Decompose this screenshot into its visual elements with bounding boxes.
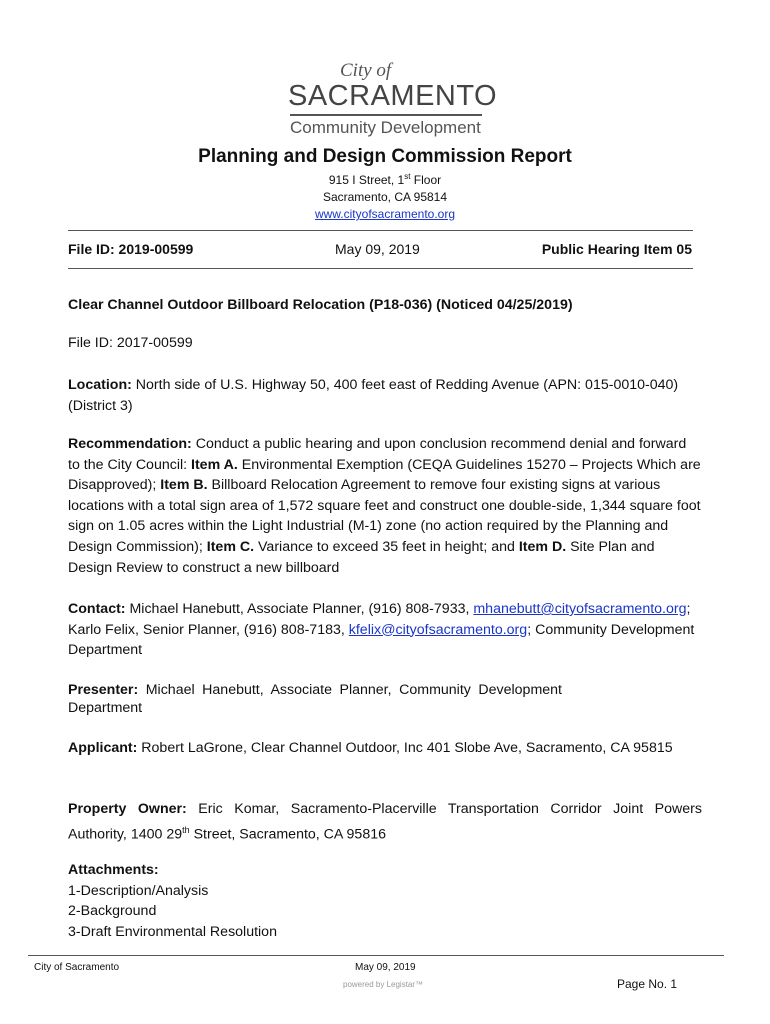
attachment-item[interactable]: 2-Background — [68, 903, 157, 920]
applicant-paragraph: Applicant: Robert LaGrone, Clear Channel Outdoor, Inc 401 Slobe Ave, Sacramento, CA 95815 — [68, 740, 673, 756]
contact-label: Contact: — [68, 601, 126, 617]
header-date: May 09, 2019 — [335, 241, 420, 257]
property-owner-label: Property Owner: — [68, 801, 187, 817]
header-file-id: File ID: 2019-00599 — [68, 241, 194, 257]
footer-date: May 09, 2019 — [355, 962, 416, 973]
contact-paragraph: Contact: Michael Hanebutt, Associate Planner, (916) 808-7933, mhanebutt@cityofsacramento.org; Karlo Felix, Senior Planner, (916) 808-7183, kfelix@cityofsacramento.org; Community Development Department — [68, 601, 695, 659]
recommendation-paragraph: Recommendation: Conduct a public hearing and upon conclusion recommend denial and forward to the City Council: Item A. Environmental Exemption (CEQA Guidelines 15270 – Projects Which are Disapproved); Item B. Billboard Relocation Agreement to remove four existing signs at various locations with a total sign area of 1,572 square feet and construct one double-side, 1,344 square foot sign on 1.05 acres within the Light Industrial (M-1) zone (no action required by the Planning and Design Commission); Item C. Variance to exceed 35 feet in height; and Item D. Site Plan and Design Review to construct a new billboard — [68, 436, 701, 576]
logo-community-development: Community Development — [290, 118, 481, 137]
subject-line: Clear Channel Outdoor Billboard Relocation (P18-036) (Noticed 04/25/2019) — [68, 297, 573, 313]
attachment-item[interactable]: 3-Draft Environmental Resolution — [68, 923, 277, 940]
logo-divider — [290, 114, 482, 116]
header-rule-top — [68, 230, 693, 231]
email-link-hanebutt[interactable]: mhanebutt@cityofsacramento.org — [473, 601, 687, 617]
logo-sacramento: SACRAMENTO — [288, 80, 498, 112]
presenter-label: Presenter: — [68, 682, 139, 698]
attachment-item[interactable]: 1-Description/Analysis — [68, 882, 209, 899]
footer-page-number: Page No. 1 — [617, 977, 678, 991]
file-id-line: File ID: 2017-00599 — [68, 335, 193, 351]
location-label: Location: — [68, 377, 132, 393]
presenter-paragraph: Presenter: Michael Hanebutt, Associate Planner, Community Development Department — [68, 682, 562, 716]
logo-city-of: City of — [340, 60, 392, 81]
location-paragraph: Location: North side of U.S. Highway 50, 400 feet east of Redding Avenue (APN: 015-0010-040) (District 3) — [68, 377, 679, 414]
attachments-section — [68, 860, 702, 942]
property-owner-paragraph: Property Owner: Eric Komar, Sacramento-Placerville Transportation Corridor Joint Powers Authority, 1400 29th Street, Sacramento, CA 95816 — [68, 801, 702, 843]
address-street: 915 I Street, 1st Floor — [328, 172, 442, 187]
website-link-wrap — [0, 207, 770, 221]
applicant-label: Applicant: — [68, 740, 138, 756]
footer-powered-by: powered by Legistar™ — [343, 980, 424, 989]
footer-rule — [28, 955, 724, 956]
city-logo — [288, 58, 498, 138]
attachments-label: Attachments: — [68, 862, 159, 878]
header-hearing-item: Public Hearing Item 05 — [541, 241, 692, 257]
recommendation-label: Recommendation: — [68, 436, 192, 452]
page-title: Planning and Design Commission Report — [198, 146, 572, 167]
header-rule-bottom — [68, 268, 693, 269]
email-link-felix[interactable]: kfelix@cityofsacramento.org — [348, 621, 528, 638]
footer-city: City of Sacramento — [34, 962, 120, 973]
website-link[interactable]: www.cityofsacramento.org — [314, 207, 456, 221]
address-city: Sacramento, CA 95814 — [322, 190, 448, 204]
